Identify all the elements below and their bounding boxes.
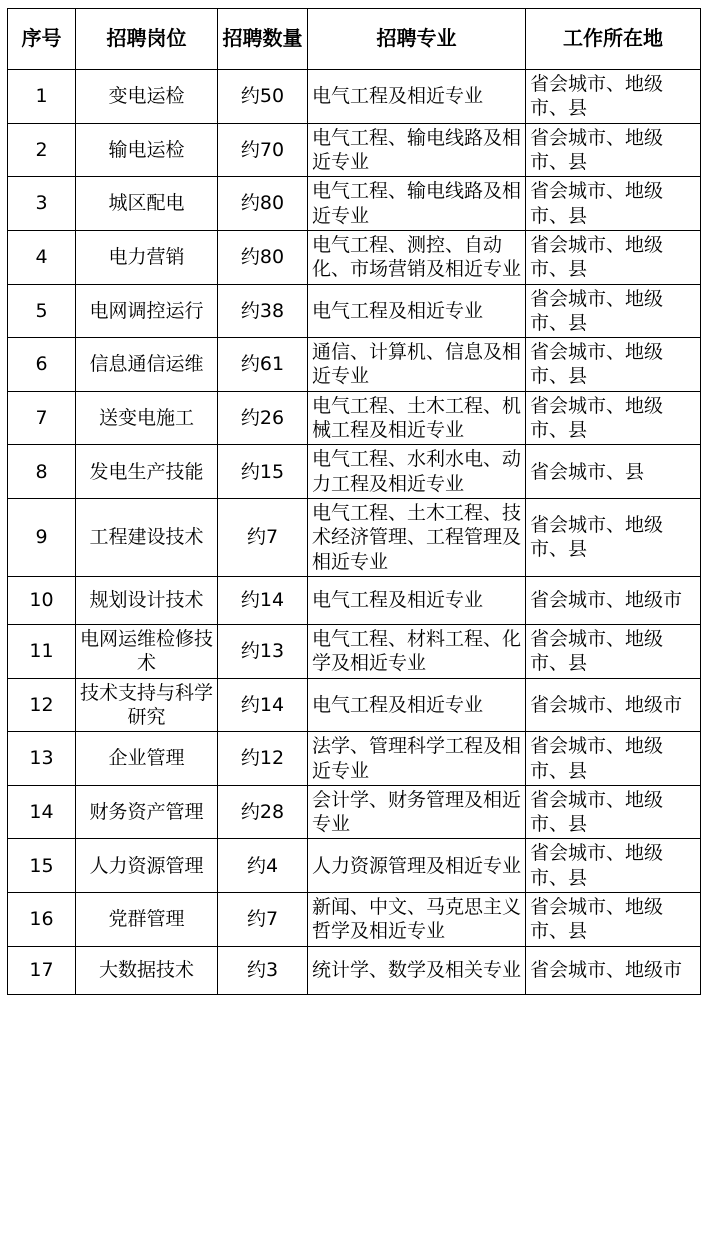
table-row xyxy=(8,839,701,893)
cell-post: 发电生产技能 xyxy=(76,445,218,499)
cell-index: 4 xyxy=(8,230,76,284)
cell-quantity: 约70 xyxy=(218,123,308,177)
table-row xyxy=(8,338,701,392)
column-header-post: 招聘岗位 xyxy=(76,9,218,70)
cell-index: 1 xyxy=(8,70,76,124)
cell-post: 大数据技术 xyxy=(76,946,218,994)
table-header-row xyxy=(8,9,701,70)
table-body xyxy=(8,70,701,995)
cell-post: 规划设计技术 xyxy=(76,576,218,624)
cell-major: 电气工程及相近专业 xyxy=(308,284,526,338)
cell-location: 省会城市、地级市、县 xyxy=(526,338,701,392)
cell-location: 省会城市、地级市、县 xyxy=(526,70,701,124)
cell-location: 省会城市、地级市、县 xyxy=(526,123,701,177)
table-row xyxy=(8,391,701,445)
cell-major: 人力资源管理及相近专业 xyxy=(308,839,526,893)
cell-index: 16 xyxy=(8,893,76,947)
column-header-index: 序号 xyxy=(8,9,76,70)
cell-post: 送变电施工 xyxy=(76,391,218,445)
cell-location: 省会城市、地级市 xyxy=(526,946,701,994)
cell-location: 省会城市、地级市、县 xyxy=(526,391,701,445)
recruitment-table xyxy=(7,8,701,995)
cell-quantity: 约14 xyxy=(218,678,308,732)
cell-post: 电网调控运行 xyxy=(76,284,218,338)
cell-post: 财务资产管理 xyxy=(76,785,218,839)
cell-post: 工程建设技术 xyxy=(76,499,218,577)
cell-major: 电气工程、输电线路及相近专业 xyxy=(308,177,526,231)
cell-index: 5 xyxy=(8,284,76,338)
table-row xyxy=(8,177,701,231)
table-row xyxy=(8,230,701,284)
table-row xyxy=(8,732,701,786)
table-row xyxy=(8,445,701,499)
cell-post: 电网运维检修技术 xyxy=(76,624,218,678)
cell-index: 12 xyxy=(8,678,76,732)
table-row xyxy=(8,576,701,624)
cell-quantity: 约26 xyxy=(218,391,308,445)
cell-post: 信息通信运维 xyxy=(76,338,218,392)
cell-quantity: 约13 xyxy=(218,624,308,678)
table-row xyxy=(8,123,701,177)
cell-location: 省会城市、地级市、县 xyxy=(526,785,701,839)
cell-post: 人力资源管理 xyxy=(76,839,218,893)
cell-location: 省会城市、地级市、县 xyxy=(526,624,701,678)
cell-major: 电气工程、土木工程、机械工程及相近专业 xyxy=(308,391,526,445)
cell-quantity: 约80 xyxy=(218,177,308,231)
cell-index: 17 xyxy=(8,946,76,994)
table-row xyxy=(8,70,701,124)
cell-post: 企业管理 xyxy=(76,732,218,786)
cell-index: 14 xyxy=(8,785,76,839)
cell-index: 7 xyxy=(8,391,76,445)
cell-location: 省会城市、地级市 xyxy=(526,576,701,624)
cell-index: 9 xyxy=(8,499,76,577)
cell-quantity: 约3 xyxy=(218,946,308,994)
cell-major: 会计学、财务管理及相近专业 xyxy=(308,785,526,839)
cell-index: 8 xyxy=(8,445,76,499)
cell-location: 省会城市、地级市、县 xyxy=(526,893,701,947)
cell-major: 统计学、数学及相关专业 xyxy=(308,946,526,994)
cell-major: 电气工程及相近专业 xyxy=(308,678,526,732)
cell-index: 6 xyxy=(8,338,76,392)
cell-quantity: 约28 xyxy=(218,785,308,839)
table-row xyxy=(8,499,701,577)
cell-location: 省会城市、地级市、县 xyxy=(526,230,701,284)
cell-location: 省会城市、地级市、县 xyxy=(526,499,701,577)
cell-major: 新闻、中文、马克思主义哲学及相近专业 xyxy=(308,893,526,947)
column-header-location: 工作所在地 xyxy=(526,9,701,70)
cell-location: 省会城市、地级市、县 xyxy=(526,284,701,338)
cell-major: 电气工程及相近专业 xyxy=(308,70,526,124)
cell-post: 电力营销 xyxy=(76,230,218,284)
table-row xyxy=(8,624,701,678)
table-row xyxy=(8,678,701,732)
cell-location: 省会城市、地级市、县 xyxy=(526,732,701,786)
column-header-quantity: 招聘数量 xyxy=(218,9,308,70)
cell-major: 电气工程、土木工程、技术经济管理、工程管理及相近专业 xyxy=(308,499,526,577)
cell-post: 输电运检 xyxy=(76,123,218,177)
cell-location: 省会城市、地级市、县 xyxy=(526,177,701,231)
cell-quantity: 约14 xyxy=(218,576,308,624)
cell-quantity: 约61 xyxy=(218,338,308,392)
cell-index: 11 xyxy=(8,624,76,678)
cell-major: 电气工程、水利水电、动力工程及相近专业 xyxy=(308,445,526,499)
cell-index: 10 xyxy=(8,576,76,624)
cell-quantity: 约15 xyxy=(218,445,308,499)
cell-quantity: 约4 xyxy=(218,839,308,893)
cell-location: 省会城市、地级市 xyxy=(526,678,701,732)
cell-quantity: 约50 xyxy=(218,70,308,124)
table-row xyxy=(8,893,701,947)
cell-quantity: 约80 xyxy=(218,230,308,284)
cell-post: 技术支持与科学研究 xyxy=(76,678,218,732)
cell-post: 变电运检 xyxy=(76,70,218,124)
cell-location: 省会城市、地级市、县 xyxy=(526,839,701,893)
table-row xyxy=(8,284,701,338)
cell-major: 电气工程、输电线路及相近专业 xyxy=(308,123,526,177)
cell-post: 党群管理 xyxy=(76,893,218,947)
table-row xyxy=(8,946,701,994)
cell-quantity: 约38 xyxy=(218,284,308,338)
cell-index: 13 xyxy=(8,732,76,786)
cell-major: 电气工程、材料工程、化学及相近专业 xyxy=(308,624,526,678)
cell-major: 通信、计算机、信息及相近专业 xyxy=(308,338,526,392)
cell-index: 15 xyxy=(8,839,76,893)
cell-index: 2 xyxy=(8,123,76,177)
cell-major: 法学、管理科学工程及相近专业 xyxy=(308,732,526,786)
cell-index: 3 xyxy=(8,177,76,231)
cell-post: 城区配电 xyxy=(76,177,218,231)
cell-major: 电气工程、测控、自动化、市场营销及相近专业 xyxy=(308,230,526,284)
column-header-major: 招聘专业 xyxy=(308,9,526,70)
cell-quantity: 约7 xyxy=(218,499,308,577)
cell-quantity: 约12 xyxy=(218,732,308,786)
cell-major: 电气工程及相近专业 xyxy=(308,576,526,624)
table-row xyxy=(8,785,701,839)
cell-quantity: 约7 xyxy=(218,893,308,947)
cell-location: 省会城市、县 xyxy=(526,445,701,499)
